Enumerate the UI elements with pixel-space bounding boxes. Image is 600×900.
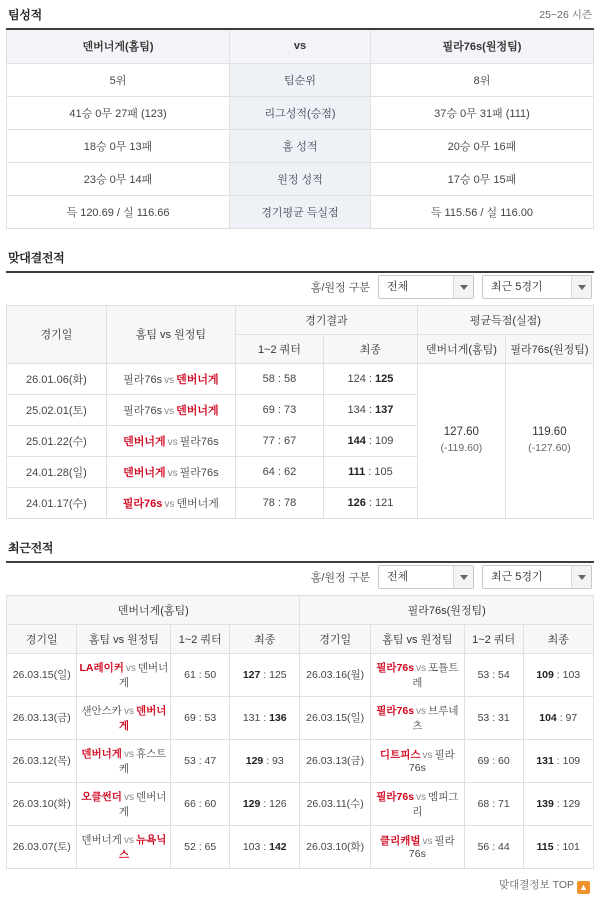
h2h-col-matchup: 홈팀 vs 원정팀 bbox=[106, 305, 235, 363]
h2h-col-avg: 평균득점(실점) bbox=[417, 305, 593, 334]
recent-home-quarter: 52 : 65 bbox=[171, 825, 230, 868]
team-stats-home-header: 덴버너게(홈팀) bbox=[7, 30, 230, 63]
arrow-up-icon: ▲ bbox=[577, 881, 590, 894]
recent-home-date: 26.03.13(금) bbox=[7, 696, 77, 739]
table-row bbox=[7, 739, 594, 782]
stat-away-value: 17승 0무 15패 bbox=[370, 162, 593, 195]
recent-home-final: 131 : 136 bbox=[230, 696, 300, 739]
h2h-range-select[interactable] bbox=[482, 275, 592, 299]
vs-separator: vs bbox=[123, 748, 134, 760]
stat-label: 경기평균 득실점 bbox=[230, 195, 371, 228]
table-row bbox=[7, 363, 594, 394]
vs-separator: vs bbox=[164, 405, 175, 417]
recent-away-date: 26.03.15(일) bbox=[300, 696, 370, 739]
h2h-home-team: 필라76s bbox=[123, 373, 163, 386]
h2h-avg-home bbox=[417, 363, 505, 518]
recent-away-team: 브루네츠 bbox=[412, 704, 459, 732]
recent-filter-label: 홈/원정 구분 bbox=[310, 571, 370, 584]
h2h-home-team: 덴버너게 bbox=[123, 435, 166, 448]
h2h-header bbox=[6, 243, 594, 271]
table-row bbox=[7, 782, 594, 825]
h2h-away-team: 덴버너게 bbox=[176, 404, 219, 417]
vs-separator: vs bbox=[125, 662, 136, 674]
recent-away-final: 115 : 101 bbox=[523, 825, 594, 868]
recent-away-matchup bbox=[370, 653, 464, 696]
recent-home-team: 필라76s bbox=[376, 661, 415, 674]
h2h-quarter: 64 : 62 bbox=[235, 456, 323, 487]
h2h-home-team: 덴버너게 bbox=[123, 466, 166, 479]
recent-home-team: 덴버너게 bbox=[81, 833, 122, 846]
recent-home-date: 26.03.12(목) bbox=[7, 739, 77, 782]
table-row bbox=[7, 195, 594, 228]
recent-away-matchup bbox=[370, 739, 464, 782]
stat-away-value: 37승 0무 31패 (111) bbox=[370, 96, 593, 129]
recent-home-col-date: 경기일 bbox=[7, 624, 77, 653]
h2h-col-result: 경기결과 bbox=[235, 305, 417, 334]
recent-filters bbox=[6, 563, 594, 595]
team-stats-vs-header: vs bbox=[230, 30, 371, 63]
recent-homeaway-select[interactable] bbox=[378, 565, 474, 589]
h2h-title: 맞대결전적 bbox=[8, 250, 65, 265]
recent-away-date: 26.03.16(월) bbox=[300, 653, 370, 696]
h2h-filter-label: 홈/원정 구분 bbox=[310, 281, 370, 294]
stat-home-value: 18승 0무 13패 bbox=[7, 129, 230, 162]
vs-separator: vs bbox=[164, 498, 175, 510]
h2h-filters bbox=[6, 273, 594, 305]
recent-away-team: 덴버너게 bbox=[118, 790, 167, 818]
recent-home-col-final: 최종 bbox=[230, 624, 300, 653]
vs-separator: vs bbox=[164, 374, 175, 386]
recent-away-col-date: 경기일 bbox=[300, 624, 370, 653]
stat-home-value: 5위 bbox=[7, 63, 230, 96]
recent-home-team: 디트피스 bbox=[379, 749, 421, 761]
recent-home-team: 덴버너게 bbox=[81, 747, 122, 760]
recent-home-team: 샌안스카 bbox=[81, 704, 122, 717]
recent-away-quarter: 68 : 71 bbox=[464, 782, 523, 825]
h2h-matchup bbox=[106, 456, 235, 487]
table-row bbox=[7, 162, 594, 195]
recent-table bbox=[6, 595, 594, 869]
vs-separator: vs bbox=[123, 834, 134, 846]
team-stats-header bbox=[6, 0, 594, 28]
h2h-col-quarter: 1~2 쿼터 bbox=[235, 334, 323, 363]
vs-separator: vs bbox=[167, 436, 178, 448]
stat-away-value: 8위 bbox=[370, 63, 593, 96]
recent-home-matchup bbox=[77, 782, 171, 825]
table-row bbox=[7, 30, 594, 63]
recent-range-select[interactable] bbox=[482, 565, 592, 589]
h2h-avg-away-value: 119.60 bbox=[532, 426, 567, 438]
h2h-body bbox=[7, 363, 594, 518]
recent-away-date: 26.03.10(화) bbox=[300, 825, 370, 868]
spacer bbox=[6, 229, 594, 243]
recent-group-header-row bbox=[7, 595, 594, 624]
recent-home-team: 필라76s bbox=[376, 704, 415, 717]
recent-group-away: 필라76s(원정팀) bbox=[300, 595, 594, 624]
recent-home-quarter: 61 : 50 bbox=[171, 653, 230, 696]
h2h-col-avg-away: 필라76s(원정팀) bbox=[505, 334, 593, 363]
recent-away-final: 131 : 109 bbox=[523, 739, 594, 782]
h2h-matchup bbox=[106, 394, 235, 425]
h2h-final: 111 : 105 bbox=[323, 456, 417, 487]
table-row bbox=[7, 696, 594, 739]
table-row bbox=[7, 96, 594, 129]
recent-away-matchup bbox=[370, 782, 464, 825]
stat-home-value: 득 120.69 / 실 116.66 bbox=[7, 195, 230, 228]
h2h-col-avg-home: 덴버너게(홈팀) bbox=[417, 334, 505, 363]
recent-away-col-quarter: 1~2 쿼터 bbox=[464, 624, 523, 653]
h2h-away-team: 덴버너게 bbox=[176, 497, 219, 510]
h2h-matchup bbox=[106, 363, 235, 394]
recent-home-quarter: 69 : 53 bbox=[171, 696, 230, 739]
table-row bbox=[7, 63, 594, 96]
recent-away-quarter: 56 : 44 bbox=[464, 825, 523, 868]
stat-label: 홈 성적 bbox=[230, 129, 371, 162]
h2h-quarter: 69 : 73 bbox=[235, 394, 323, 425]
recent-home-final: 127 : 125 bbox=[230, 653, 300, 696]
team-stats-table bbox=[6, 30, 594, 229]
stat-away-value: 득 115.56 / 실 116.00 bbox=[370, 195, 593, 228]
vs-separator: vs bbox=[422, 750, 433, 761]
recent-away-quarter: 53 : 31 bbox=[464, 696, 523, 739]
recent-away-date: 26.03.11(수) bbox=[300, 782, 370, 825]
h2h-away-team: 필라76s bbox=[179, 435, 219, 448]
recent-column-header-row bbox=[7, 624, 594, 653]
recent-home-team: 오클썬더 bbox=[81, 790, 122, 803]
stat-label: 팀순위 bbox=[230, 63, 371, 96]
h2h-quarter: 77 : 67 bbox=[235, 425, 323, 456]
recent-home-col-matchup: 홈팀 vs 원정팀 bbox=[77, 624, 171, 653]
recent-home-final: 103 : 142 bbox=[230, 825, 300, 868]
recent-group-home: 덴버너게(홈팀) bbox=[7, 595, 300, 624]
chevron-down-icon bbox=[571, 566, 591, 588]
recent-away-team: 덴버너게 bbox=[118, 704, 167, 732]
h2h-final: 126 : 121 bbox=[323, 487, 417, 518]
recent-home-final: 129 : 126 bbox=[230, 782, 300, 825]
chevron-down-icon bbox=[453, 566, 473, 588]
stat-home-value: 23승 0무 14패 bbox=[7, 162, 230, 195]
recent-away-team: 휴스트케 bbox=[118, 747, 167, 775]
vs-separator: vs bbox=[123, 705, 134, 717]
chevron-down-icon bbox=[453, 276, 473, 298]
h2h-final: 134 : 137 bbox=[323, 394, 417, 425]
recent-away-col-final: 최종 bbox=[523, 624, 594, 653]
recent-home-date: 26.03.07(토) bbox=[7, 825, 77, 868]
team-stats-title: 팀성적 bbox=[8, 8, 42, 22]
vs-separator: vs bbox=[416, 791, 427, 803]
recent-home-matchup bbox=[77, 825, 171, 868]
recent-home-team: LA레이커 bbox=[79, 661, 124, 674]
recent-away-date: 26.03.13(금) bbox=[300, 739, 370, 782]
vs-separator: vs bbox=[167, 467, 178, 479]
h2h-avg-away-sub: (-127.60) bbox=[528, 442, 571, 455]
recent-away-matchup bbox=[370, 825, 464, 868]
h2h-date: 25.01.22(수) bbox=[7, 425, 107, 456]
back-to-top[interactable] bbox=[6, 869, 594, 900]
recent-title: 최근전적 bbox=[8, 540, 54, 555]
h2h-avg-away bbox=[505, 363, 593, 518]
recent-home-matchup bbox=[77, 696, 171, 739]
recent-away-team: 덴버너게 bbox=[118, 661, 169, 689]
recent-away-col-matchup: 홈팀 vs 원정팀 bbox=[370, 624, 464, 653]
stat-home-value: 41승 0무 27패 (123) bbox=[7, 96, 230, 129]
recent-away-team: 포틀트레 bbox=[412, 661, 459, 689]
stat-label: 원정 성적 bbox=[230, 162, 371, 195]
recent-homeaway-select-value: 전체 bbox=[387, 570, 409, 583]
table-row bbox=[7, 653, 594, 696]
h2h-avg-home-sub: (-119.60) bbox=[440, 442, 483, 455]
recent-away-team: 멤피그리 bbox=[412, 790, 459, 818]
recent-away-team: 뉴욕닉스 bbox=[118, 833, 167, 861]
recent-home-date: 26.03.10(화) bbox=[7, 782, 77, 825]
chevron-down-icon bbox=[571, 276, 591, 298]
h2h-matchup bbox=[106, 487, 235, 518]
recent-home-quarter: 66 : 60 bbox=[171, 782, 230, 825]
h2h-date: 25.02.01(토) bbox=[7, 394, 107, 425]
h2h-home-team: 필라76s bbox=[122, 497, 163, 510]
h2h-final: 124 : 125 bbox=[323, 363, 417, 394]
recent-away-matchup bbox=[370, 696, 464, 739]
recent-home-matchup bbox=[77, 739, 171, 782]
recent-home-final: 129 : 93 bbox=[230, 739, 300, 782]
recent-home-matchup bbox=[77, 653, 171, 696]
recent-away-team: 필라76s bbox=[408, 835, 455, 860]
recent-body bbox=[7, 653, 594, 868]
back-to-top-label: 맞대결정보 TOP bbox=[498, 878, 574, 891]
recent-home-team: 필라76s bbox=[376, 790, 415, 803]
recent-home-col-quarter: 1~2 쿼터 bbox=[171, 624, 230, 653]
h2h-homeaway-select-value: 전체 bbox=[387, 280, 409, 293]
recent-home-date: 26.03.15(일) bbox=[7, 653, 77, 696]
vs-separator: vs bbox=[422, 836, 433, 847]
h2h-col-final: 최종 bbox=[323, 334, 417, 363]
recent-range-select-value: 최근 5경기 bbox=[491, 570, 543, 583]
h2h-away-team: 덴버너게 bbox=[176, 373, 219, 386]
h2h-date: 24.01.17(수) bbox=[7, 487, 107, 518]
team-stats-away-header: 필라76s(원정팀) bbox=[370, 30, 593, 63]
recent-away-final: 104 : 97 bbox=[523, 696, 594, 739]
h2h-home-team: 필라76s bbox=[123, 404, 163, 417]
h2h-away-team: 필라76s bbox=[179, 466, 219, 479]
h2h-matchup bbox=[106, 425, 235, 456]
h2h-final: 144 : 109 bbox=[323, 425, 417, 456]
h2h-range-select-value: 최근 5경기 bbox=[491, 280, 543, 293]
vs-separator: vs bbox=[416, 705, 427, 717]
spacer bbox=[6, 519, 594, 533]
recent-away-final: 109 : 103 bbox=[523, 653, 594, 696]
h2h-table bbox=[6, 305, 594, 519]
h2h-header-row-1 bbox=[7, 305, 594, 334]
recent-away-team: 필라76s bbox=[408, 749, 455, 774]
h2h-homeaway-select[interactable] bbox=[378, 275, 474, 299]
recent-away-quarter: 69 : 60 bbox=[464, 739, 523, 782]
stat-label: 리그성적(승점) bbox=[230, 96, 371, 129]
vs-separator: vs bbox=[416, 662, 427, 674]
h2h-quarter: 58 : 58 bbox=[235, 363, 323, 394]
recent-home-team: 클리캐벌 bbox=[379, 835, 421, 847]
h2h-date: 24.01.28(일) bbox=[7, 456, 107, 487]
table-row bbox=[7, 129, 594, 162]
h2h-quarter: 78 : 78 bbox=[235, 487, 323, 518]
season-label: 25~26 시즌 bbox=[539, 9, 592, 21]
vs-separator: vs bbox=[123, 791, 134, 803]
h2h-col-date: 경기일 bbox=[7, 305, 107, 363]
recent-away-quarter: 53 : 54 bbox=[464, 653, 523, 696]
recent-away-final: 139 : 129 bbox=[523, 782, 594, 825]
stat-away-value: 20승 0무 16패 bbox=[370, 129, 593, 162]
h2h-date: 26.01.06(화) bbox=[7, 363, 107, 394]
recent-header bbox=[6, 533, 594, 561]
h2h-avg-home-value: 127.60 bbox=[443, 426, 479, 438]
table-row bbox=[7, 825, 594, 868]
recent-home-quarter: 53 : 47 bbox=[171, 739, 230, 782]
